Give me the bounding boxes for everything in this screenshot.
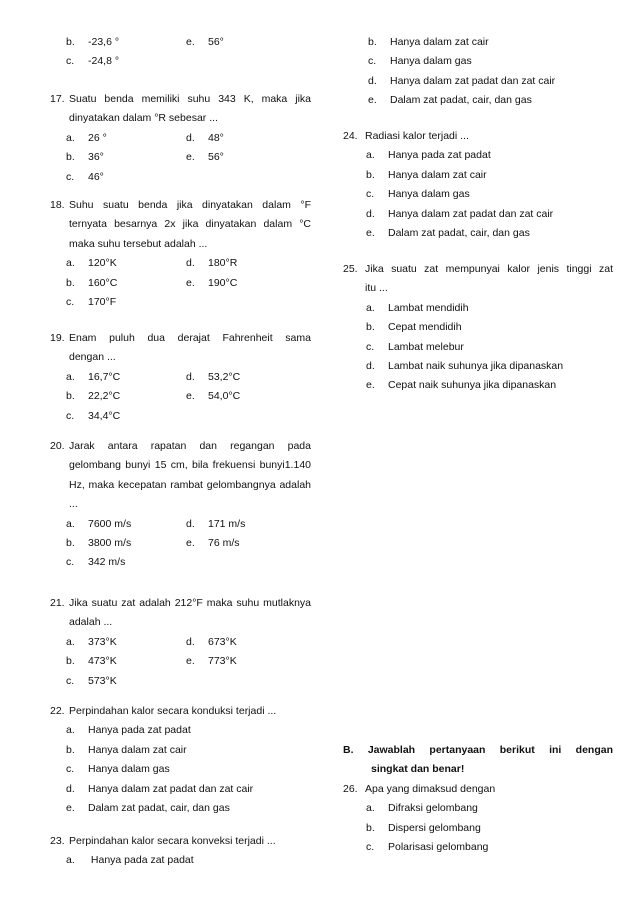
option-letter: c.: [366, 188, 375, 201]
option-row: [186, 652, 237, 671]
option-text: Difraksi gelombang: [388, 802, 478, 815]
option-letter: d.: [186, 257, 195, 270]
option-text: 120°K: [88, 257, 117, 270]
option-text: 171 m/s: [208, 517, 246, 530]
option-letter: e.: [186, 276, 195, 289]
question-stem-line: Jika suatu zat mempunyai kalor jenis tinggi zat: [365, 263, 613, 275]
option-text: 373°K: [88, 635, 117, 648]
question-number: 20.: [50, 440, 65, 452]
option-text: Hanya pada zat padat: [88, 854, 194, 867]
option-text: Hanya dalam gas: [390, 55, 472, 68]
option-row: [186, 274, 237, 293]
option-text: 7600 m/s: [88, 517, 132, 530]
question-stem-line: Apa yang dimaksud dengan: [365, 783, 496, 795]
option-row: [366, 318, 462, 337]
option-row: [66, 799, 230, 818]
option-text: Dalam zat padat, cair, dan gas: [88, 802, 230, 814]
option-row: [66, 652, 117, 671]
option-letter: d.: [186, 517, 195, 530]
option-text: Hanya dalam gas: [88, 763, 170, 776]
option-row: [66, 407, 120, 426]
question-number: 19.: [50, 332, 65, 344]
option-row: [368, 33, 489, 52]
option-text: 46°: [88, 170, 104, 183]
option-text: Hanya dalam zat padat dan zat cair: [88, 782, 254, 795]
option-text: 573°K: [88, 674, 117, 687]
option-row: [186, 515, 245, 534]
option-row: [66, 274, 117, 293]
option-row: [66, 633, 117, 652]
option-text: Lambat melebur: [388, 340, 464, 353]
question-number: 26.: [343, 783, 358, 795]
option-row: [186, 254, 237, 273]
option-letter: a.: [66, 370, 75, 383]
option-row: [66, 780, 253, 799]
option-letter: d.: [366, 360, 375, 372]
section-b-line1: B. Jawablah pertanyaan berikut ini dengan: [343, 744, 613, 756]
option-row: [186, 129, 224, 148]
option-row: [66, 148, 104, 167]
question-stem-line: adalah ...: [69, 616, 113, 629]
option-row: [366, 376, 556, 395]
option-text: 180°R: [208, 257, 238, 270]
option-letter: b.: [66, 36, 75, 48]
option-letter: e.: [366, 379, 375, 392]
option-letter: c.: [366, 841, 375, 854]
option-letter: c.: [66, 409, 75, 422]
option-row: [186, 633, 237, 652]
option-row: [366, 146, 491, 165]
option-letter: b.: [366, 321, 375, 334]
option-text: Dispersi gelombang: [388, 821, 481, 834]
option-letter: d.: [186, 131, 195, 144]
option-letter: e.: [368, 94, 377, 107]
option-text: 16,7°C: [88, 370, 121, 383]
option-text: Hanya dalam zat padat dan zat cair: [390, 74, 556, 87]
option-row: [368, 52, 472, 71]
question-stem-line: ...: [69, 498, 78, 511]
option-text: 190°C: [208, 276, 238, 289]
option-letter: a.: [66, 257, 75, 270]
option-row: [366, 166, 487, 185]
option-text: Lambat mendidih: [388, 301, 469, 314]
option-text: Hanya dalam zat cair: [388, 168, 487, 181]
question-stem-line: dengan ...: [69, 351, 116, 364]
option-letter: b.: [66, 151, 75, 164]
option-row: [66, 760, 170, 779]
option-text: Lambat naik suhunya jika dipanaskan: [388, 360, 564, 372]
option-row: [66, 368, 120, 387]
option-row: [66, 129, 107, 148]
option-letter: d.: [66, 782, 75, 795]
option-letter: a.: [66, 517, 75, 530]
option-letter: a.: [366, 802, 375, 815]
option-letter: b.: [66, 743, 75, 756]
option-letter: e.: [66, 802, 75, 814]
option-row: [66, 553, 125, 572]
option-text: 342 m/s: [88, 556, 126, 569]
question-stem-line: dinyatakan dalam °R sebesar ...: [69, 112, 218, 125]
option-row: [366, 224, 530, 243]
option-text: 170°F: [88, 296, 117, 308]
option-letter: c.: [66, 674, 75, 687]
option-letter: e.: [186, 390, 195, 403]
option-text: 473°K: [88, 655, 117, 668]
option-row: [366, 799, 478, 818]
option-row: [366, 819, 481, 838]
option-letter: e.: [186, 537, 195, 549]
question-stem-line: Suatu benda memiliki suhu 343 K, maka jika: [69, 93, 311, 105]
option-row: [366, 338, 464, 357]
question-stem-line: ternyata besarnya 2x jika dinyatakan dalam °C: [69, 218, 311, 231]
option-row: [66, 52, 119, 71]
option-text: 56°: [208, 36, 224, 48]
option-letter: d.: [366, 207, 375, 220]
option-text: -23,6 °: [88, 36, 120, 48]
option-text: Cepat mendidih: [388, 321, 462, 334]
option-letter: a.: [66, 635, 75, 648]
option-text: Dalam zat padat, cair, dan gas: [390, 94, 532, 107]
option-text: Cepat naik suhunya jika dipanaskan: [388, 379, 557, 392]
question-stem-line: Enam puluh dua derajat Fahrenheit sama: [69, 332, 311, 344]
option-row: [66, 534, 131, 553]
option-row: [186, 368, 240, 387]
option-row: [66, 293, 116, 312]
option-letter: c.: [368, 55, 377, 68]
option-row: [366, 299, 469, 318]
option-text: Hanya dalam gas: [388, 188, 470, 201]
question-number: 17.: [50, 93, 65, 105]
question-stem-line: maka suhu tersebut adalah ...: [69, 237, 208, 250]
option-row: [186, 534, 240, 553]
option-text: 36°: [88, 151, 104, 164]
option-text: -24,8 °: [88, 55, 120, 67]
option-letter: c.: [366, 340, 375, 353]
option-text: Hanya pada zat padat: [388, 149, 491, 162]
option-letter: a.: [66, 724, 75, 737]
option-text: 26 °: [88, 131, 107, 144]
option-text: Polarisasi gelombang: [388, 841, 489, 854]
option-letter: c.: [66, 170, 75, 183]
option-row: [66, 387, 120, 406]
option-row: [368, 91, 532, 110]
option-letter: e.: [366, 227, 375, 239]
question-stem-line: Perpindahan kalor secara konveksi terjadi ...: [69, 835, 276, 847]
question-number: 22.: [50, 705, 65, 717]
option-letter: a.: [66, 131, 75, 144]
option-text: 3800 m/s: [88, 537, 132, 549]
question-stem-line: Jika suatu zat adalah 212°F maka suhu mutlaknya: [69, 597, 311, 609]
option-row: [366, 838, 488, 857]
option-row: [66, 721, 191, 740]
option-row: [368, 72, 555, 91]
option-row: [66, 33, 119, 52]
option-text: 56°: [208, 151, 224, 164]
section-b-line2: singkat dan benar!: [371, 763, 465, 775]
option-text: 54,0°C: [208, 390, 241, 403]
option-text: 48°: [208, 131, 224, 144]
option-letter: e.: [186, 151, 195, 164]
option-text: 34,4°C: [88, 409, 121, 422]
question-number: 23.: [50, 835, 65, 847]
question-number: 25.: [343, 263, 358, 275]
option-letter: e.: [186, 36, 195, 48]
option-letter: a.: [366, 149, 375, 162]
question-stem-line: itu ...: [365, 282, 388, 295]
option-text: Hanya dalam zat padat dan zat cair: [388, 207, 554, 220]
question-stem-line: Perpindahan kalor secara konduksi terjadi ...: [69, 705, 277, 717]
option-text: 673°K: [208, 635, 237, 648]
option-letter: c.: [66, 763, 75, 776]
option-text: 53,2°C: [208, 370, 241, 383]
option-letter: c.: [66, 55, 75, 67]
question-stem-line: Jarak antara rapatan dan regangan pada: [69, 440, 311, 452]
option-letter: d.: [368, 74, 377, 87]
option-letter: b.: [66, 537, 75, 549]
option-row: [366, 185, 470, 204]
option-text: Hanya dalam zat cair: [88, 743, 187, 756]
question-stem-line: Radiasi kalor terjadi ...: [365, 130, 469, 142]
option-row: [66, 168, 104, 187]
option-text: Hanya dalam zat cair: [390, 36, 489, 48]
option-text: 76 m/s: [208, 537, 240, 549]
option-letter: a.: [366, 301, 375, 314]
question-stem-line: Suhu suatu benda jika dinyatakan dalam °F: [69, 199, 311, 211]
option-row: [66, 254, 117, 273]
question-number: 24.: [343, 130, 358, 142]
option-letter: b.: [66, 390, 75, 403]
option-text: 773°K: [208, 655, 237, 668]
question-stem-line: Hz, maka kecepatan rambat gelombangnya adalah: [69, 478, 311, 491]
option-letter: d.: [186, 635, 195, 648]
option-row: [66, 672, 117, 691]
option-letter: b.: [366, 168, 375, 181]
option-letter: b.: [368, 36, 377, 48]
option-text: Dalam zat padat, cair, dan gas: [388, 227, 530, 239]
option-letter: c.: [66, 556, 75, 569]
option-text: 22,2°C: [88, 390, 121, 403]
option-row: [366, 357, 563, 376]
option-letter: c.: [66, 296, 75, 308]
option-row: [66, 741, 187, 760]
option-letter: e.: [186, 655, 195, 668]
option-letter: d.: [186, 370, 195, 383]
option-text: 160°C: [88, 276, 118, 289]
option-letter: a.: [66, 854, 75, 867]
question-number: 21.: [50, 597, 65, 609]
option-row: [186, 33, 224, 52]
question-number: 18.: [50, 199, 65, 211]
option-letter: b.: [366, 821, 375, 834]
section-b-heading: [343, 741, 613, 779]
option-row: [186, 387, 240, 406]
option-letter: b.: [66, 276, 75, 289]
question-stem-line: gelombang bunyi 15 cm, bila frekuensi bunyi1.140: [69, 459, 311, 472]
option-row: [66, 515, 131, 534]
option-letter: b.: [66, 655, 75, 668]
option-row: [366, 205, 553, 224]
option-row: [186, 148, 224, 167]
option-text: Hanya pada zat padat: [88, 724, 191, 737]
option-row: [66, 851, 194, 870]
